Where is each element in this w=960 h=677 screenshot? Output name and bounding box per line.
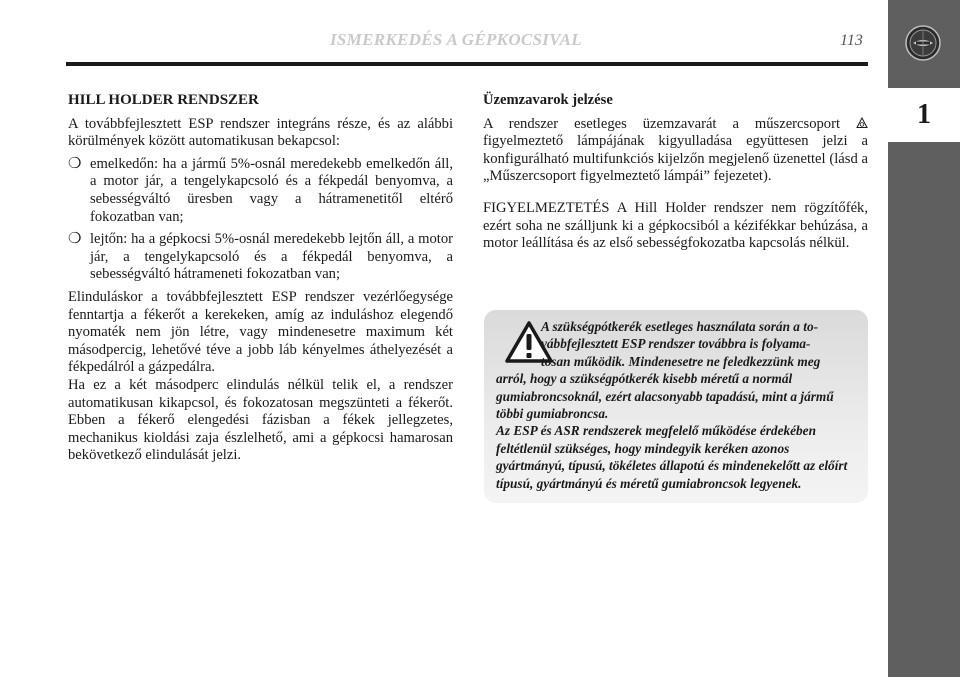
caution-text bbox=[496, 318, 856, 492]
body-paragraph bbox=[483, 116, 868, 186]
running-header: ISMERKEDÉS A GÉPKOCSIVAL bbox=[330, 30, 582, 49]
lancia-logo-icon bbox=[905, 25, 941, 61]
list-item bbox=[68, 156, 453, 226]
chapter-number-tab: 1 bbox=[888, 88, 960, 142]
left-column bbox=[68, 92, 453, 470]
caution-line: A szükségpótkerék esetleges használata során a to- bbox=[541, 319, 819, 334]
body-paragraph: Ha ez a két másodperc elindulás nélkül telik el, a rendszer automatikusan kikapcsol, és fokozatosan megszünteti a fékerőt. Ebben a fékerő elengedési fázisban a fékek jellegzetes, mechanikus kioldási zaja észlelhető, ami a gépkocsi hamarosan bekövetkező elindulását jelzi. bbox=[68, 376, 453, 464]
circle-bullet-icon: ❍ bbox=[68, 231, 82, 248]
chapter-sidebar bbox=[888, 0, 960, 677]
caution-paragraph: Az ESP és ASR rendszerek megfelelő működése érdekében feltétlenül szükséges, hogy mindegyik keréken azonos gyártmányú, típusú, tökéletes állapotú és mindenekelőtt az előírt típusú, gyártmányú és méretű gumiabroncsok legyenek. bbox=[496, 423, 848, 491]
paragraph-text: A rendszer esetleges üzemzavarát a műszercsoport bbox=[483, 115, 841, 132]
page-number: 113 bbox=[840, 32, 863, 49]
paragraph-text: figyelmeztető lámpájának kigyulladása együttesen jelzi a konfigurálható multifunkciós kijelzőn megjelenő üzenettel (lásd a „Műszercsoport figyelmeztető lámpái” fejezetet). bbox=[483, 133, 868, 185]
header-rule bbox=[66, 62, 868, 66]
intro-paragraph: A továbbfejlesztett ESP rendszer integráns része, és az alábbi körülmények között automatikusan bekapcsol: bbox=[68, 115, 453, 150]
body-paragraph: Elinduláskor a továbbfejlesztett ESP rendszer vezérlőegysége fenntartja a fékerőt a kerekeken, amíg az induláshoz elegendő nyomaték nem jön létre, vagy mindenesetre maximum két másodpercig, lehetővé téve a jobb láb kényelmes áthelyezését a fékpedálról a gázpedálra. bbox=[68, 288, 453, 376]
section-title: HILL HOLDER RENDSZER bbox=[68, 92, 259, 108]
list-item-text: lejtőn: ha a gépkocsi 5%-osnál meredekebb lejtőn áll, a motor jár, a tengelykapcsoló és a fékpedál benyomva, a sebességváltó hátrameneti fokozatban van; bbox=[90, 231, 453, 283]
warning-paragraph: FIGYELMEZTETÉS A Hill Holder rendszer nem rögzítőfék, ezért soha ne szálljunk ki a gépkocsiból a kézifékkar behúzása, a motor leállítása és az első sebességfokozatba kapcsolás nélkül. bbox=[483, 199, 868, 252]
caution-box bbox=[484, 310, 868, 503]
caution-line: vábbfejlesztett ESP rendszer továbbra is folyama- bbox=[541, 336, 811, 352]
right-column bbox=[483, 92, 868, 258]
list-item-text: emelkedőn: ha a jármű 5%-osnál meredekebb emelkedőn áll, a motor jár, a tengelykapcsoló és a fékpedál benyomva, a sebességváltó üresben vagy a hátramenetitől eltérő fokozatban van; bbox=[90, 155, 453, 225]
subsection-title: Üzemzavarok jelzése bbox=[483, 92, 613, 108]
esp-warning-lamp-icon bbox=[856, 117, 868, 129]
caution-line: tosan működik. Mindenesetre ne feledkezzünk meg bbox=[541, 353, 821, 369]
list-item bbox=[68, 231, 453, 284]
caution-line: arról, hogy a szükségpótkerék kisebb méretű a normál gumiabroncsoknál, ezért alacsonyabb tapadású, mint a jármű többi gumiabroncsa. bbox=[496, 371, 834, 422]
circle-bullet-icon: ❍ bbox=[68, 155, 82, 172]
